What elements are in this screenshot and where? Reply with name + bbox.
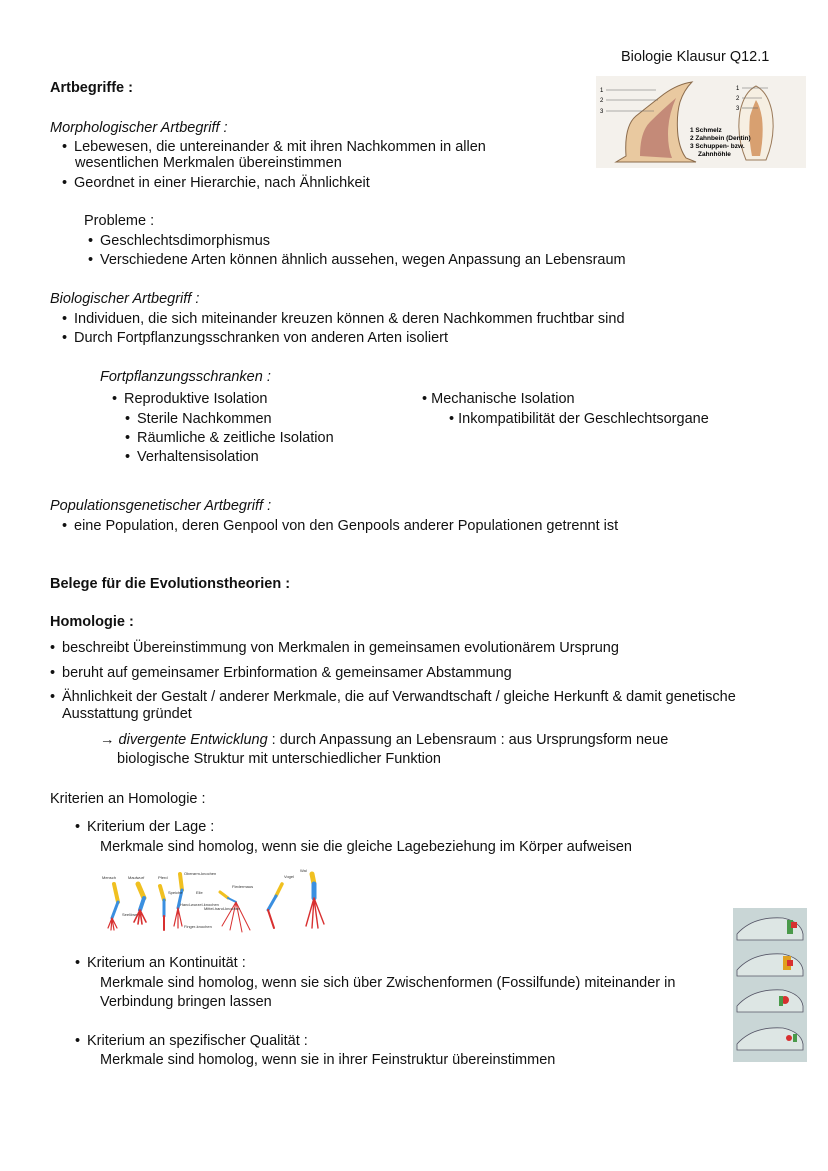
bio-title: Biologischer Artbegriff :: [50, 291, 200, 307]
homologie-bullet-2: • beruht auf gemeinsamer Erbinformation & gemeinsamer Abstammung: [50, 664, 512, 682]
bio-bullet-1: • Individuen, die sich miteinander kreuzen können & deren Nachkommen fruchtbar sind: [62, 310, 625, 328]
limb-label-mittelhand: Mittel-hand-knochen: [204, 906, 241, 911]
morph-bullet-2: • Geordnet in einer Hierarchie, nach Ähnlichkeit: [62, 174, 370, 192]
homologie-heading: Homologie :: [50, 614, 134, 630]
morph-bullet-1: • Lebewesen, die untereinander & mit ihren Nachkommen in allen: [62, 138, 486, 156]
limb-homology-figure: [100, 864, 332, 934]
tooth-num-2: 2: [600, 98, 604, 104]
tooth-num-1b: 1: [736, 86, 740, 92]
tooth-legend-3: 3 Schuppen- bzw.: [690, 143, 745, 150]
limb-label-speiche: Speiche: [168, 890, 183, 895]
repro-item-2: • Räumliche & zeitliche Isolation: [125, 429, 334, 447]
tooth-num-1: 1: [600, 88, 604, 94]
repro-item-1: • Sterile Nachkommen: [125, 410, 272, 428]
homologie-bullet-3-cont: Ausstattung gründet: [62, 706, 192, 722]
mech-item-1: • Inkompatibilität der Geschlechtsorgane: [449, 411, 709, 427]
probleme-item-2: • Verschiedene Arten können ähnlich aussehen, wegen Anpassung an Lebensraum: [88, 251, 626, 269]
limb-label-wal: Wal: [300, 868, 307, 873]
homologie-bullet-3: • Ähnlichkeit der Gestalt / anderer Merkmale, die auf Verwandtschaft / gleiche Herkunft & damit genetische: [50, 688, 736, 706]
kriterium-kontinuitaet: • Kriterium an Kontinuität :: [75, 954, 246, 972]
tooth-legend-4: Zahnhöhle: [698, 151, 731, 158]
tooth-legend-2: 2 Zahnbein (Dentin): [690, 135, 751, 142]
limb-label-vogel: Vogel: [284, 874, 295, 879]
limb-label-mensch: Mensch: [102, 875, 117, 880]
course-title: Biologie Klausur Q12.1: [621, 49, 770, 65]
limb-label-elle: Elle: [196, 890, 203, 895]
limb-label-maulwurf: Maulwurf: [128, 875, 145, 880]
kriterium-kontinuitaet-desc: Merkmale sind homolog, wenn sie sich über Zwischenformen (Fossilfunde) miteinander in: [100, 975, 676, 991]
limb-label-fledermaus: Fledermaus: [232, 884, 254, 889]
section-heading-belege: Belege für die Evolutionstheorien :: [50, 576, 291, 592]
morph-title: Morphologischer Artbegriff :: [50, 120, 228, 136]
homologie-bullet-1: • beschreibt Übereinstimmung von Merkmalen in gemeinsamen evolutionärem Ursprung: [50, 639, 619, 657]
divergent-line: → divergente Entwicklung : durch Anpassung an Lebensraum : aus Ursprungsform neue: [100, 732, 669, 748]
limb-label-pferd: Pferd: [158, 875, 168, 880]
pop-title: Populationsgenetischer Artbegriff :: [50, 498, 272, 514]
probleme-item-1: • Geschlechtsdimorphismus: [88, 232, 270, 250]
kriterium-qualitaet-desc: Merkmale sind homolog, wenn sie in ihrer Feinstruktur übereinstimmen: [100, 1052, 556, 1068]
section-heading-artbegriffe: Artbegriffe :: [50, 80, 133, 96]
repro-isolation: • Reproduktive Isolation: [112, 390, 267, 408]
mech-isolation: • Mechanische Isolation: [422, 391, 575, 407]
tooth-legend-1: 1 Schmelz: [690, 127, 722, 134]
tooth-num-2b: 2: [736, 96, 740, 102]
tooth-num-3b: 3: [736, 106, 740, 112]
kriterium-lage: • Kriterium der Lage :: [75, 818, 214, 836]
kriterium-lage-desc: Merkmale sind homolog, wenn sie die gleiche Lagebeziehung im Körper aufweisen: [100, 839, 632, 855]
arrow-right-icon: →: [100, 732, 115, 748]
probleme-label: Probleme :: [84, 213, 155, 229]
tooth-scale-figure: [596, 76, 806, 168]
tooth-num-3: 3: [600, 109, 604, 115]
kriterium-kontinuitaet-desc-2: Verbindung bringen lassen: [100, 994, 272, 1010]
limb-label-finger: Finger-knochen: [184, 924, 212, 929]
pop-bullet-1: • eine Population, deren Genpool von den Genpools anderer Populationen getrennt ist: [62, 517, 618, 535]
morph-bullet-1-cont: wesentlichen Merkmalen übereinstimmen: [75, 155, 342, 171]
kriterien-label: Kriterien an Homologie :: [50, 791, 206, 807]
divergent-line-2: biologische Struktur mit unterschiedlicher Funktion: [117, 751, 441, 767]
limb-label-oberarm: Oberarm-knochen: [184, 871, 217, 876]
kriterium-qualitaet: • Kriterium an spezifischer Qualität :: [75, 1032, 308, 1050]
fortpflanzung-title: Fortpflanzungsschranken :: [100, 369, 271, 385]
bio-bullet-2: • Durch Fortpflanzungsschranken von anderen Arten isoliert: [62, 329, 448, 347]
repro-item-3: • Verhaltensisolation: [125, 448, 259, 466]
fossil-skull-figure: [733, 908, 807, 1062]
limb-label-seeloewe: Seelöwe: [122, 912, 138, 917]
limb-label-handwurzel: Hand-wurzel-knochen: [180, 902, 219, 907]
